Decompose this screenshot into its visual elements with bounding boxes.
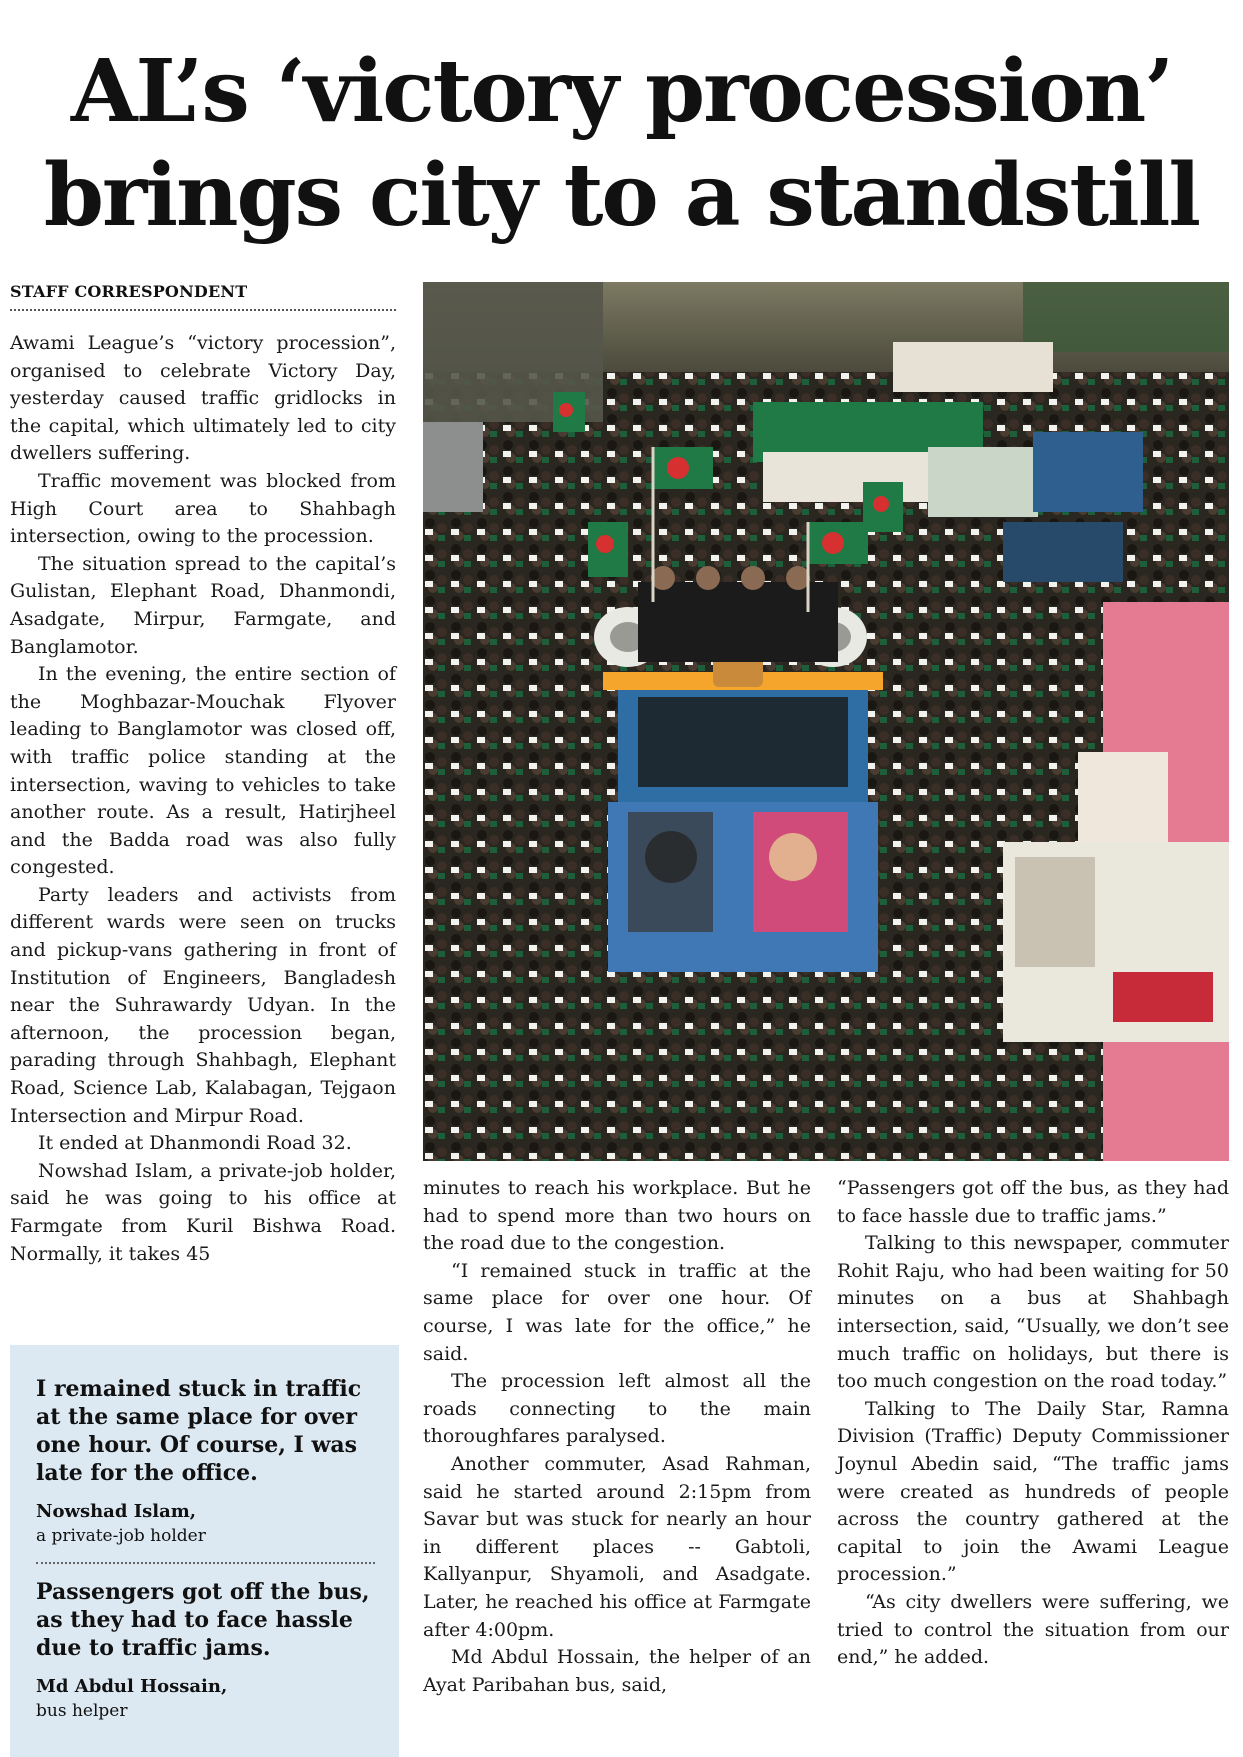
procession-photo-illustration — [423, 282, 1229, 1161]
headline-line-1: AL’s ‘victory procession’ — [70, 41, 1173, 142]
procession-photo — [423, 282, 1229, 1161]
headline-line-2: brings city to a standstill — [43, 145, 1200, 246]
divider — [36, 1562, 375, 1564]
pullquote-text: I remained stuck in traffic at the same place for over one hour. Of course, I was late for the office. — [36, 1376, 362, 1486]
headline — [14, 40, 1229, 248]
byline: STAFF CORRESPONDENT — [10, 282, 396, 311]
article-column-2 — [423, 1175, 811, 1699]
paragraph: Another commuter, Asad Rahman, said he started around 2:15pm from Savar but was stuck for nearly an hour in different places -- Gabtoli, Kallyanpur, Shyamoli, and Asadgate. Later, he reached his office at Farmgate after 4:00pm. — [423, 1452, 811, 1641]
pullquote-attribution-name: Md Abdul Hossain, — [36, 1676, 228, 1697]
paragraph: “As city dwellers were suffering, we tried to control the situation from our end,” he added. — [837, 1590, 1229, 1669]
paragraph: Party leaders and activists from different wards were seen on trucks and pickup-vans gathering in front of Institution of Engineers, Bangladesh near the Suhrawardy Udyan. In the afternoon, the procession began, parading through Shahbagh, Elephant Road, Science Lab, Kalabagan, Tejgaon Intersection and Mirpur Road. — [10, 883, 396, 1127]
pullquote-box — [10, 1345, 399, 1757]
pullquote-attribution-role: a private-job holder — [36, 1526, 206, 1546]
paragraph: Traffic movement was blocked from High Court area to Shahbagh intersection, owing to the procession. — [10, 469, 396, 548]
paragraph: “I remained stuck in traffic at the same place for over one hour. Of course, I was late for the office,” he said. — [423, 1259, 811, 1365]
paragraph: “Passengers got off the bus, as they had to face hassle due to traffic jams.” — [837, 1177, 1229, 1227]
paragraph: Awami League’s “victory procession”, organised to celebrate Victory Day, yesterday caused traffic gridlocks in the capital, which ultimately led to city dwellers suffering. — [10, 332, 396, 465]
paragraph: In the evening, the entire section of the Moghbazar-Mouchak Flyover leading to Banglamotor was closed off, with traffic police standing at the intersection, waving to vehicles to take another route. As a result, Hatirjheel and the Badda road was also fully congested. — [10, 663, 396, 879]
paragraph: Talking to The Daily Star, Ramna Division (Traffic) Deputy Commissioner Joynul Abedin said, “The traffic jams were created as hundreds of people across the country gathered at the capital to join the Awami League procession.” — [837, 1397, 1229, 1586]
pullquote-text: Passengers got off the bus, as they had to face hassle due to traffic jams. — [36, 1579, 370, 1661]
pullquote-attribution-name: Nowshad Islam, — [36, 1501, 197, 1522]
article-column-3 — [837, 1175, 1229, 1672]
paragraph: The procession left almost all the roads connecting to the main thoroughfares paralysed. — [423, 1370, 811, 1448]
article-column-1 — [10, 330, 396, 1268]
paragraph: Talking to this newspaper, commuter Rohit Raju, who had been waiting for 50 minutes on a bus at Shahbagh intersection, said, “Usually, we don’t see much traffic on holidays, but there is too much congestion on the road today.” — [837, 1232, 1229, 1393]
paragraph: Nowshad Islam, a private-job holder, said he was going to his office at Farmgate from Kuril Bishwa Road. Normally, it takes 45 — [10, 1159, 396, 1265]
paragraph: It ended at Dhanmondi Road 32. — [38, 1132, 352, 1155]
paragraph: The situation spread to the capital’s Gulistan, Elephant Road, Dhanmondi, Asadgate, Mirpur, Farmgate, and Banglamotor. — [10, 552, 396, 658]
paragraph: minutes to reach his workplace. But he had to spend more than two hours on the road due to the congestion. — [423, 1177, 811, 1255]
paragraph: Md Abdul Hossain, the helper of an Ayat Paribahan bus, said, — [423, 1646, 811, 1696]
pullquote-attribution-role: bus helper — [36, 1701, 128, 1721]
